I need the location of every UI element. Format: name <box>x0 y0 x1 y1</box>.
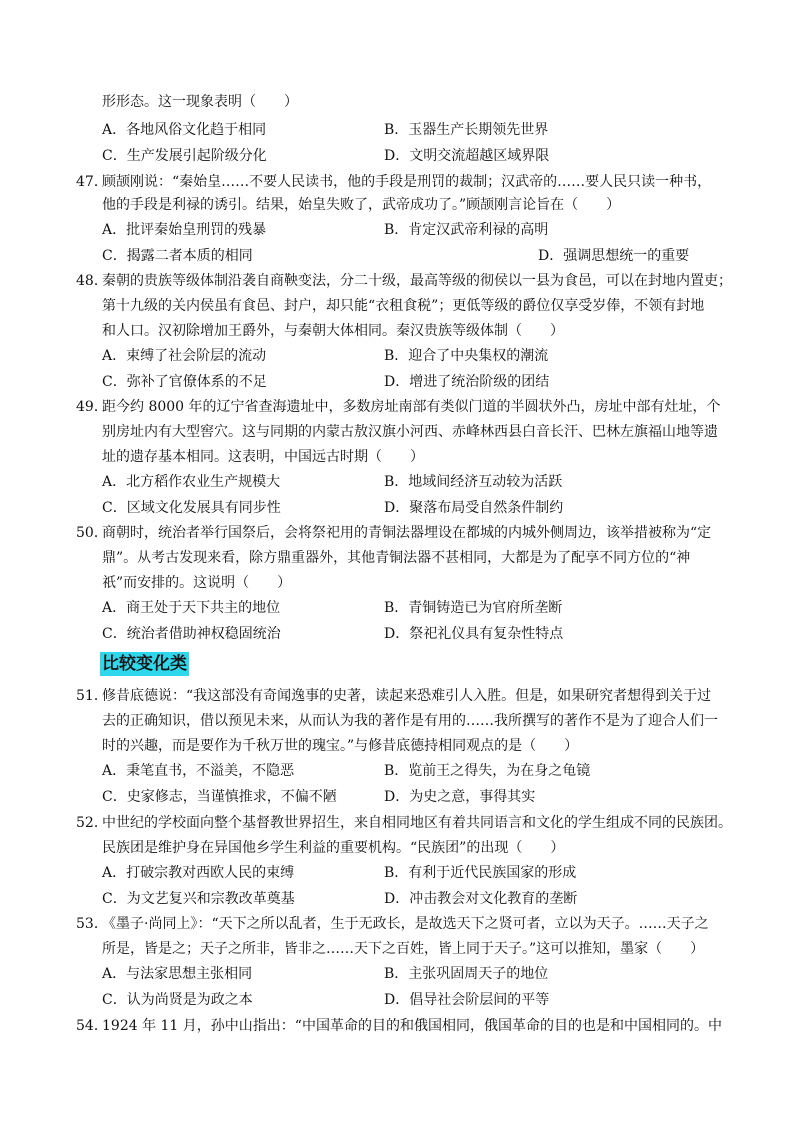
question-48-option-c: C．弥补了官僚体系的不足 <box>102 374 267 390</box>
question-50-line: 祇”而安排的。这说明（ ） <box>102 575 292 591</box>
question-52-line: 中世纪的学校面向整个基督教世界招生，来自相同地区有着共同语言和文化的学生组成不同的民族团。 <box>102 815 732 831</box>
question-49-option-c: C．区域文化发展具有同步性 <box>102 500 281 516</box>
question-51-option-d: D．为史之意，事得其实 <box>384 789 536 805</box>
question-48-line: 秦朝的贵族等级体制沿袭自商鞅变法，分二十级，最高等级的彻侯以一县为食邑，可以在封地内置吏； <box>102 273 732 289</box>
question-50-option-b: B．青铜铸造已为官府所垄断 <box>384 600 563 616</box>
question-50-line: 鼎”。从考古发现来看，除方鼎重器外，其他青铜法器不甚相同，大都是为了配享不同方位的“神 <box>102 550 691 566</box>
question-53-line: 所是，皆是之；天子之所非，皆非之……天下之百姓，皆上同于天子。”这可以推知，墨家（ ） <box>102 941 705 957</box>
intro-line: 形形态。这一现象表明（ ） <box>102 94 298 110</box>
question-49-line: 址的遗存基本相同。这表明，中国远古时期（ ） <box>102 449 424 465</box>
question-47-number: 47． <box>76 174 108 190</box>
question-53-option-a: A．与法家思想主张相同 <box>102 966 253 982</box>
question-49-option-a: A．北方稻作农业生产规模大 <box>102 474 281 490</box>
question-50-number: 50． <box>76 525 108 541</box>
question-47-line: 顾颉刚说：“秦始皇……不要人民读书，他的手段是刑罚的裁制；汉武帝的……要人民只读一种书， <box>102 174 712 190</box>
intro-option-c: C．生产发展引起阶级分化 <box>102 148 267 164</box>
question-51-line: 时的兴趣，而是要作为千秋万世的瑰宝。”与修昔底德持相同观点的是（ ） <box>102 738 579 754</box>
question-48-option-a: A．束缚了社会阶层的流动 <box>102 348 267 364</box>
question-52-number: 52． <box>76 815 108 831</box>
question-49-option-d: D．聚落布局受自然条件制约 <box>384 500 564 516</box>
question-48-line: 和人口。汉初除增加王爵外，与秦朝大体相同。秦汉贵族等级体制（ ） <box>102 323 564 339</box>
question-53-option-c: C．认为尚贤是为政之本 <box>102 992 253 1008</box>
question-49-line: 别房址内有大型窖穴。这与同期的内蒙古敖汉旗小河西、赤峰林西县白音长汗、巴林左旗福山地等遗 <box>102 424 718 440</box>
question-47-option-b: B．肯定汉武帝利禄的高明 <box>384 222 549 238</box>
question-48-line: 第十九级的关内侯虽有食邑、封户，却只能“衣租食税”；更低等级的爵位仅享受岁俸，不领有封地 <box>102 298 705 314</box>
question-47-option-c: C．揭露二者本质的相同 <box>102 248 253 264</box>
question-50-option-c: C．统治者借助神权稳固统治 <box>102 626 281 642</box>
question-51-option-c: C．史家修志，当谨慎推求，不偏不陋 <box>102 789 337 805</box>
question-48-number: 48． <box>76 273 108 289</box>
question-53-line: 《墨子·尚同上》：“天下之所以乱者，生于无政长，是故选天下之贤可者，立以为天子。……天子之 <box>102 916 709 932</box>
question-50-line: 商朝时，统治者举行国祭后，会将祭祀用的青铜法器埋设在都城的内城外侧周边，该举措被称为“定 <box>102 525 712 541</box>
question-51-line: 修昔底德说：“我这部没有奇闻逸事的史著，读起来恐难引人入胜。但是，如果研究者想得到关于过 <box>102 688 712 704</box>
question-52-option-b: B．有利于近代民族国家的形成 <box>384 865 577 881</box>
question-53-number: 53． <box>76 916 108 932</box>
question-48-option-d: D．增进了统治阶级的团结 <box>384 374 550 390</box>
question-51-number: 51． <box>76 688 108 704</box>
question-51-line: 去的正确知识，借以预见未来，从而认为我的著作是有用的……我所撰写的著作不是为了迎合人们一 <box>102 713 718 729</box>
question-53-option-d: D．倡导社会阶层间的平等 <box>384 992 550 1008</box>
question-54-number: 54． <box>76 1018 108 1034</box>
section-heading: 比较变化类 <box>102 654 187 674</box>
question-50-option-a: A．商王处于天下共主的地位 <box>102 600 281 616</box>
question-53-option-b: B．主张巩固周天子的地位 <box>384 966 549 982</box>
intro-option-b: B．玉器生产长期领先世界 <box>384 122 549 138</box>
question-50-option-d: D．祭祀礼仪具有复杂性特点 <box>384 626 564 642</box>
question-49-line: 距今约 8000 年的辽宁省查海遗址中，多数房址南部有类似门道的半圆状外凸，房址中部有灶址，个 <box>102 399 721 415</box>
question-52-option-d: D．冲击教会对文化教育的垄断 <box>384 891 578 907</box>
question-54-line: 1924 年 11 月，孙中山指出：“中国革命的目的和俄国相同，俄国革命的目的也是和中国相同的。中 <box>102 1018 722 1034</box>
question-48-option-b: B．迎合了中央集权的潮流 <box>384 348 549 364</box>
question-52-option-c: C．为文艺复兴和宗教改革奠基 <box>102 891 295 907</box>
question-49-number: 49． <box>76 399 108 415</box>
question-47-option-a: A．批评秦始皇刑罚的残暴 <box>102 222 267 238</box>
question-47-option-d: D．强调思想统一的重要 <box>538 248 690 264</box>
question-52-option-a: A．打破宗教对西欧人民的束缚 <box>102 865 295 881</box>
question-51-option-a: A．秉笔直书，不溢美，不隐恶 <box>102 763 295 779</box>
intro-option-d: D．文明交流超越区域界限 <box>384 148 550 164</box>
question-49-option-b: B．地域间经济互动较为活跃 <box>384 474 563 490</box>
question-52-line: 民族团是维护身在异国他乡学生利益的重要机构。“民族团”的出现（ ） <box>102 840 565 856</box>
question-47-line: 他的手段是利禄的诱引。结果，始皇失败了，武帝成功了。”顾颉刚言论旨在（ ） <box>102 197 621 213</box>
intro-option-a: A．各地风俗文化趋于相同 <box>102 122 267 138</box>
question-51-option-b: B．览前王之得失，为在身之龟镜 <box>384 763 591 779</box>
